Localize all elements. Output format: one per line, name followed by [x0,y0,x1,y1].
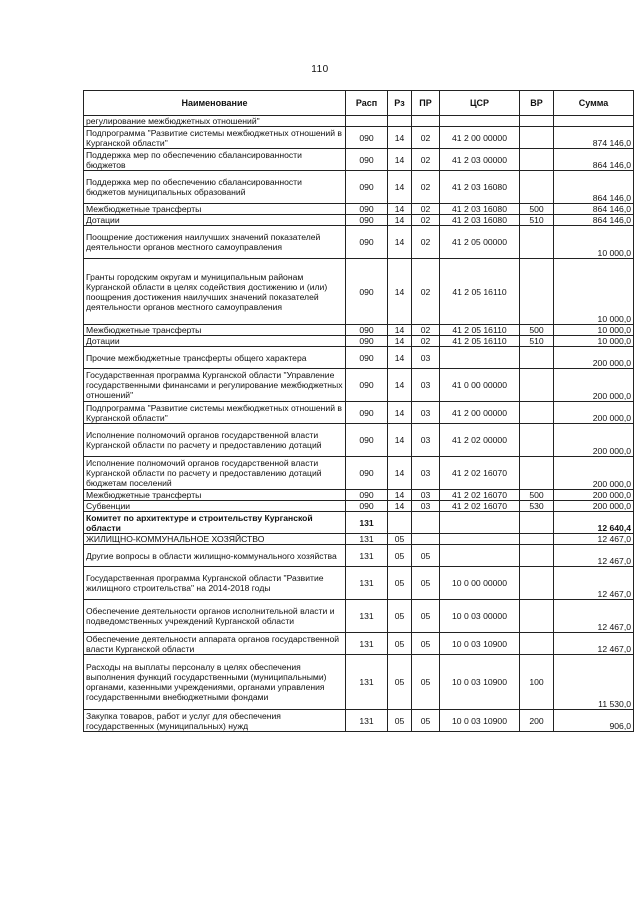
cell-vr: 500 [520,204,554,215]
cell-rasp: 090 [346,424,388,457]
cell-rasp: 090 [346,127,388,149]
cell-rasp: 090 [346,215,388,226]
cell-vr: 200 [520,710,554,732]
cell-sum: 864 146,0 [554,204,634,215]
table-row [84,171,634,204]
cell-pr [412,534,440,545]
cell-vr [520,567,554,600]
cell-sum: 12 467,0 [554,545,634,567]
cell-vr [520,149,554,171]
cell-rz: 14 [388,369,412,402]
cell-vr [520,512,554,534]
page-number: 110 [311,64,329,75]
cell-rasp: 131 [346,600,388,633]
cell-vr: 510 [520,215,554,226]
cell-vr [520,369,554,402]
cell-vr [520,534,554,545]
cell-vr: 500 [520,490,554,501]
cell-rz: 14 [388,215,412,226]
table-row [84,655,634,710]
table-row [84,149,634,171]
cell-sum: 200 000,0 [554,347,634,369]
cell-rasp: 090 [346,501,388,512]
cell-vr: 510 [520,336,554,347]
cell-rasp: 090 [346,325,388,336]
cell-sum: 200 000,0 [554,369,634,402]
table-row [84,226,634,259]
table-row [84,336,634,347]
cell-pr: 05 [412,545,440,567]
cell-name: Комитет по архитектуре и строительству Курганской области [84,512,346,534]
cell-sum: 200 000,0 [554,501,634,512]
cell-csr: 41 2 05 16110 [440,259,520,325]
cell-sum: 200 000,0 [554,402,634,424]
header-vr: ВР [520,91,554,116]
cell-csr: 41 2 02 16070 [440,490,520,501]
cell-csr [440,512,520,534]
cell-sum: 12 467,0 [554,567,634,600]
cell-csr: 41 2 02 00000 [440,424,520,457]
table-row [84,259,634,325]
cell-pr [412,116,440,127]
cell-csr: 41 2 03 16080 [440,215,520,226]
cell-csr: 10 0 03 10900 [440,633,520,655]
cell-rasp: 131 [346,567,388,600]
header-rasp: Расп [346,91,388,116]
cell-vr [520,402,554,424]
cell-pr: 02 [412,259,440,325]
cell-vr [520,226,554,259]
cell-rasp: 090 [346,204,388,215]
cell-pr: 02 [412,171,440,204]
cell-rz: 14 [388,127,412,149]
table-row [84,127,634,149]
table-row [84,116,634,127]
cell-rz: 14 [388,325,412,336]
cell-csr: 41 2 05 00000 [440,226,520,259]
cell-rz: 14 [388,501,412,512]
table-row [84,369,634,402]
cell-pr: 02 [412,325,440,336]
cell-pr: 03 [412,457,440,490]
cell-csr: 10 0 00 00000 [440,567,520,600]
cell-rz: 14 [388,259,412,325]
cell-vr [520,127,554,149]
cell-pr: 05 [412,567,440,600]
cell-pr: 05 [412,710,440,732]
cell-rasp: 090 [346,457,388,490]
header-csr: ЦСР [440,91,520,116]
cell-rz: 05 [388,633,412,655]
cell-sum: 864 146,0 [554,171,634,204]
table-header-row [84,91,634,116]
cell-sum [554,116,634,127]
cell-rz: 05 [388,600,412,633]
cell-sum: 200 000,0 [554,457,634,490]
cell-pr: 03 [412,501,440,512]
table-row [84,512,634,534]
cell-sum: 10 000,0 [554,336,634,347]
cell-pr: 03 [412,402,440,424]
cell-pr: 02 [412,204,440,215]
cell-rasp: 090 [346,226,388,259]
cell-name: Другие вопросы в области жилищно-коммунального хозяйства [84,545,346,567]
cell-rasp: 090 [346,490,388,501]
cell-rz: 14 [388,490,412,501]
cell-rasp: 090 [346,402,388,424]
cell-pr: 05 [412,633,440,655]
cell-rz: 05 [388,534,412,545]
cell-name: Межбюджетные трансферты [84,204,346,215]
cell-rasp: 090 [346,336,388,347]
cell-csr: 10 0 03 10900 [440,710,520,732]
cell-name: регулирование межбюджетных отношений" [84,116,346,127]
cell-pr: 03 [412,490,440,501]
cell-csr [440,545,520,567]
cell-pr: 02 [412,336,440,347]
cell-vr [520,457,554,490]
cell-name: Прочие межбюджетные трансферты общего характера [84,347,346,369]
cell-rz: 14 [388,347,412,369]
cell-sum: 200 000,0 [554,424,634,457]
cell-pr: 02 [412,149,440,171]
cell-pr: 03 [412,369,440,402]
budget-table [83,90,634,732]
cell-name: Межбюджетные трансферты [84,490,346,501]
cell-vr [520,600,554,633]
cell-name: Дотации [84,215,346,226]
cell-pr: 02 [412,226,440,259]
cell-rz [388,512,412,534]
cell-csr: 41 0 00 00000 [440,369,520,402]
cell-sum: 864 146,0 [554,149,634,171]
cell-name: Государственная программа Курганской области "Развитие жилищного строительства" на 2014-2018 годы [84,567,346,600]
header-name: Наименование [84,91,346,116]
cell-rasp: 090 [346,369,388,402]
cell-rz: 14 [388,424,412,457]
cell-vr [520,545,554,567]
cell-rz: 14 [388,149,412,171]
cell-name: Расходы на выплаты персоналу в целях обеспечения выполнения функций государственными (муниципальными) органами, казенными учреждениями, органами управления государственными внебюджетными фондами [84,655,346,710]
cell-sum: 12 640,4 [554,512,634,534]
cell-sum: 874 146,0 [554,127,634,149]
table-row [84,545,634,567]
table-row [84,534,634,545]
cell-vr [520,259,554,325]
cell-sum: 200 000,0 [554,490,634,501]
cell-rz: 14 [388,204,412,215]
table-row [84,215,634,226]
cell-name: Дотации [84,336,346,347]
table-row [84,347,634,369]
cell-vr [520,633,554,655]
cell-csr: 41 2 05 16110 [440,325,520,336]
cell-pr: 02 [412,215,440,226]
cell-name: Закупка товаров, работ и услуг для обеспечения государственных (муниципальных) нужд [84,710,346,732]
cell-rasp: 131 [346,534,388,545]
cell-rasp: 090 [346,171,388,204]
cell-rz [388,116,412,127]
cell-name: Государственная программа Курганской области "Управление государственными финансами и регулирование межбюджетных отношений" [84,369,346,402]
cell-sum: 10 000,0 [554,226,634,259]
cell-csr: 41 2 05 16110 [440,336,520,347]
table-row [84,490,634,501]
cell-csr: 41 2 00 00000 [440,402,520,424]
cell-sum: 906,0 [554,710,634,732]
table-row [84,567,634,600]
table-row [84,204,634,215]
cell-name: Поддержка мер по обеспечению сбалансированности бюджетов муниципальных образований [84,171,346,204]
header-sum: Сумма [554,91,634,116]
table-row [84,402,634,424]
cell-csr: 41 2 03 16080 [440,171,520,204]
cell-csr: 41 2 02 16070 [440,501,520,512]
cell-csr: 41 2 02 16070 [440,457,520,490]
cell-name: ЖИЛИЩНО-КОММУНАЛЬНОЕ ХОЗЯЙСТВО [84,534,346,545]
cell-rz: 05 [388,567,412,600]
cell-sum: 12 467,0 [554,534,634,545]
cell-rasp: 090 [346,259,388,325]
cell-pr [412,512,440,534]
cell-vr: 500 [520,325,554,336]
header-rz: Рз [388,91,412,116]
cell-vr [520,171,554,204]
cell-sum: 12 467,0 [554,600,634,633]
cell-rz: 05 [388,655,412,710]
cell-name: Гранты городским округам и муниципальным районам Курганской области в целях содействия достижению и (или) поощрения достижения наилучших значений показателей деятельности органов местного самоуправления [84,259,346,325]
cell-csr [440,534,520,545]
header-pr: ПР [412,91,440,116]
cell-csr: 41 2 03 00000 [440,149,520,171]
cell-sum: 11 530,0 [554,655,634,710]
cell-rasp: 090 [346,347,388,369]
cell-rasp: 131 [346,633,388,655]
table-row [84,633,634,655]
table-row [84,424,634,457]
cell-name: Подпрограмма "Развитие системы межбюджетных отношений в Курганской области" [84,402,346,424]
cell-csr: 10 0 03 00000 [440,600,520,633]
cell-vr: 530 [520,501,554,512]
cell-csr: 10 0 03 10900 [440,655,520,710]
cell-pr: 05 [412,600,440,633]
cell-name: Субвенции [84,501,346,512]
cell-rz: 14 [388,171,412,204]
cell-vr: 100 [520,655,554,710]
table-row [84,710,634,732]
cell-rasp: 090 [346,149,388,171]
cell-sum: 864 146,0 [554,215,634,226]
cell-vr [520,116,554,127]
cell-sum: 12 467,0 [554,633,634,655]
table-body [84,116,634,732]
cell-rz: 14 [388,226,412,259]
cell-pr: 03 [412,347,440,369]
cell-name: Обеспечение деятельности органов исполнительной власти и подведомственных учреждений Курганской области [84,600,346,633]
cell-vr [520,347,554,369]
cell-name: Поощрение достижения наилучших значений показателей деятельности органов местного самоуправления [84,226,346,259]
cell-name: Исполнение полномочий органов государственной власти Курганской области по расчету и предоставлению дотаций бюджетам поселений [84,457,346,490]
cell-rz: 14 [388,336,412,347]
cell-rasp: 131 [346,710,388,732]
cell-rasp [346,116,388,127]
cell-name: Подпрограмма "Развитие системы межбюджетных отношений в Курганской области" [84,127,346,149]
cell-vr [520,424,554,457]
cell-name: Поддержка мер по обеспечению сбалансированности бюджетов [84,149,346,171]
cell-pr: 05 [412,655,440,710]
cell-name: Межбюджетные трансферты [84,325,346,336]
cell-pr: 02 [412,127,440,149]
table-row [84,325,634,336]
cell-csr [440,347,520,369]
cell-rasp: 131 [346,512,388,534]
cell-rz: 05 [388,545,412,567]
cell-csr [440,116,520,127]
cell-pr: 03 [412,424,440,457]
table-row [84,600,634,633]
cell-rasp: 131 [346,655,388,710]
cell-name: Обеспечение деятельности аппарата органов государственной власти Курганской области [84,633,346,655]
cell-name: Исполнение полномочий органов государственной власти Курганской области по расчету и предоставлению дотаций [84,424,346,457]
cell-sum: 10 000,0 [554,325,634,336]
cell-rz: 05 [388,710,412,732]
table-row [84,501,634,512]
cell-sum: 10 000,0 [554,259,634,325]
cell-csr: 41 2 03 16080 [440,204,520,215]
cell-rz: 14 [388,402,412,424]
cell-rz: 14 [388,457,412,490]
cell-rasp: 131 [346,545,388,567]
cell-csr: 41 2 00 00000 [440,127,520,149]
table-row [84,457,634,490]
